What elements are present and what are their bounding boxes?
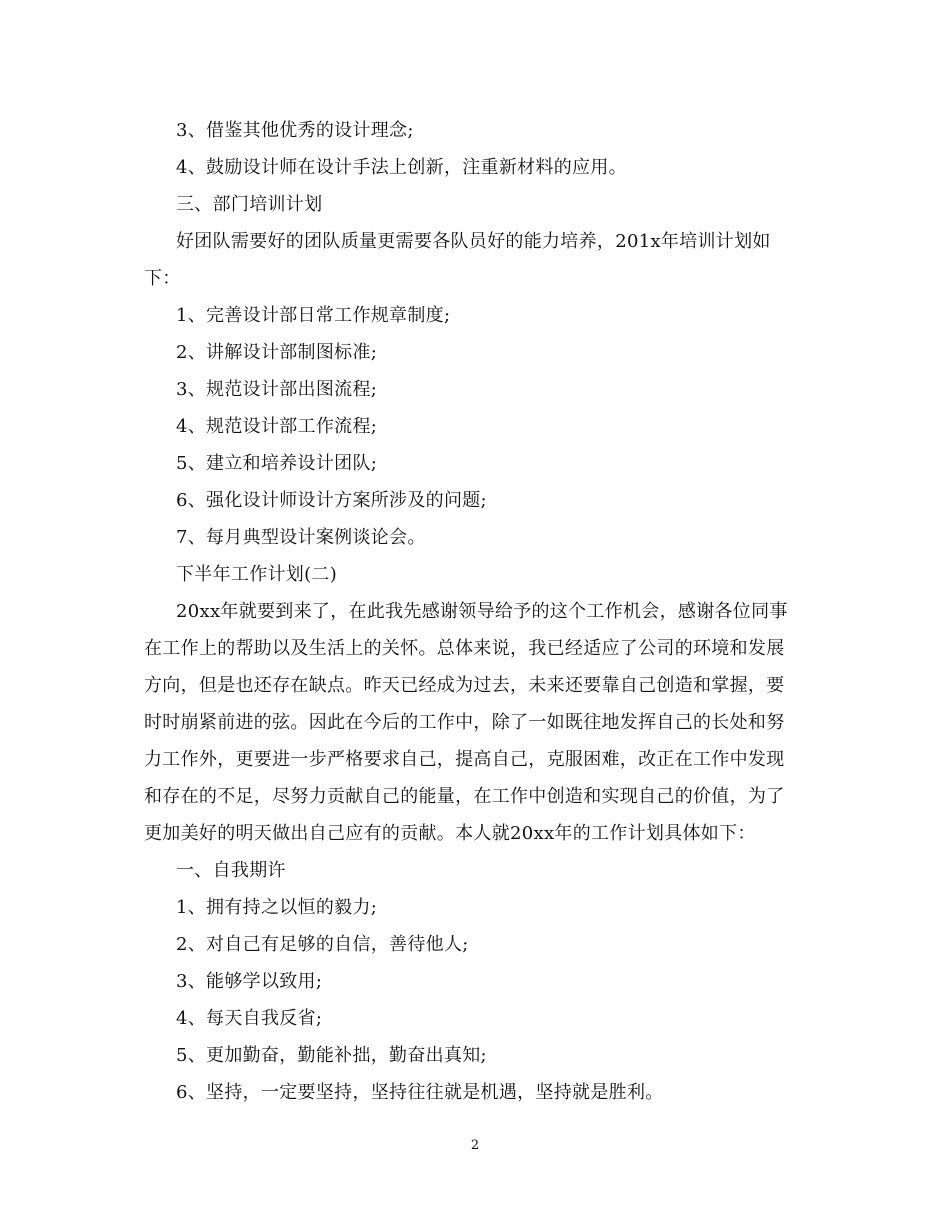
paragraph-line: 在工作上的帮助以及生活上的关怀。总体来说，我已经适应了公司的环境和发展 [144,638,785,659]
list-item: 2、讲解设计部制图标准; [176,342,378,363]
section-title-plan-two: 下半年工作计划(二) [176,564,338,585]
list-item: 3、规范设计部出图流程; [176,379,378,400]
document-body [144,112,804,1111]
list-item: 4、每天自我反省; [176,1008,323,1029]
list-item: 7、每月典型设计案例谈论会。 [176,527,426,548]
list-item: 5、更加勤奋，勤能补拙，勤奋出真知; [176,1045,487,1066]
intro-paragraph [144,593,804,852]
section-heading-self-expectation: 一、自我期许 [176,860,286,881]
paragraph-line: 时时崩紧前进的弦。因此在今后的工作中，除了一如既往地发挥自己的长处和努 [144,712,785,733]
list-item: 6、坚持，一定要坚持，坚持往往就是机遇，坚持就是胜利。 [176,1082,664,1103]
section-heading-training: 三、部门培训计划 [176,194,323,215]
paragraph-line: 好团队需要好的团队质量更需要各队员好的能力培养，201x年培训计划如 [176,231,771,252]
list-item: 2、对自己有足够的自信，善待他人; [176,934,469,955]
training-paragraph [144,223,804,297]
list-item: 6、强化设计师设计方案所涉及的问题; [176,490,487,511]
list-item: 3、借鉴其他优秀的设计理念; [176,120,414,141]
list-item: 4、鼓励设计师在设计手法上创新，注重新材料的应用。 [176,157,627,178]
paragraph-line: 更加美好的明天做出自己应有的贡献。本人就20xx年的工作计划具体如下： [144,823,756,844]
paragraph-line: 力工作外，更要进一步严格要求自己，提高自己，克服困难，改正在工作中发现 [144,749,785,770]
paragraph-line: 和存在的不足，尽努力贡献自己的能量，在工作中创造和实现自己的价值，为了 [144,786,785,807]
paragraph-line: 方向，但是也还存在缺点。昨天已经成为过去，未来还要靠自己创造和掌握，要 [144,675,785,696]
page-number: 2 [470,1138,480,1153]
paragraph-line: 20xx年就要到来了，在此我先感谢领导给予的这个工作机会，感谢各位同事 [176,601,788,622]
list-item: 1、完善设计部日常工作规章制度; [176,305,451,326]
list-item: 1、拥有持之以恒的毅力; [176,897,378,918]
list-item: 5、建立和培养设计团队; [176,453,378,474]
list-item: 3、能够学以致用; [176,971,323,992]
paragraph-line: 下： [144,268,181,289]
list-item: 4、规范设计部工作流程; [176,416,378,437]
